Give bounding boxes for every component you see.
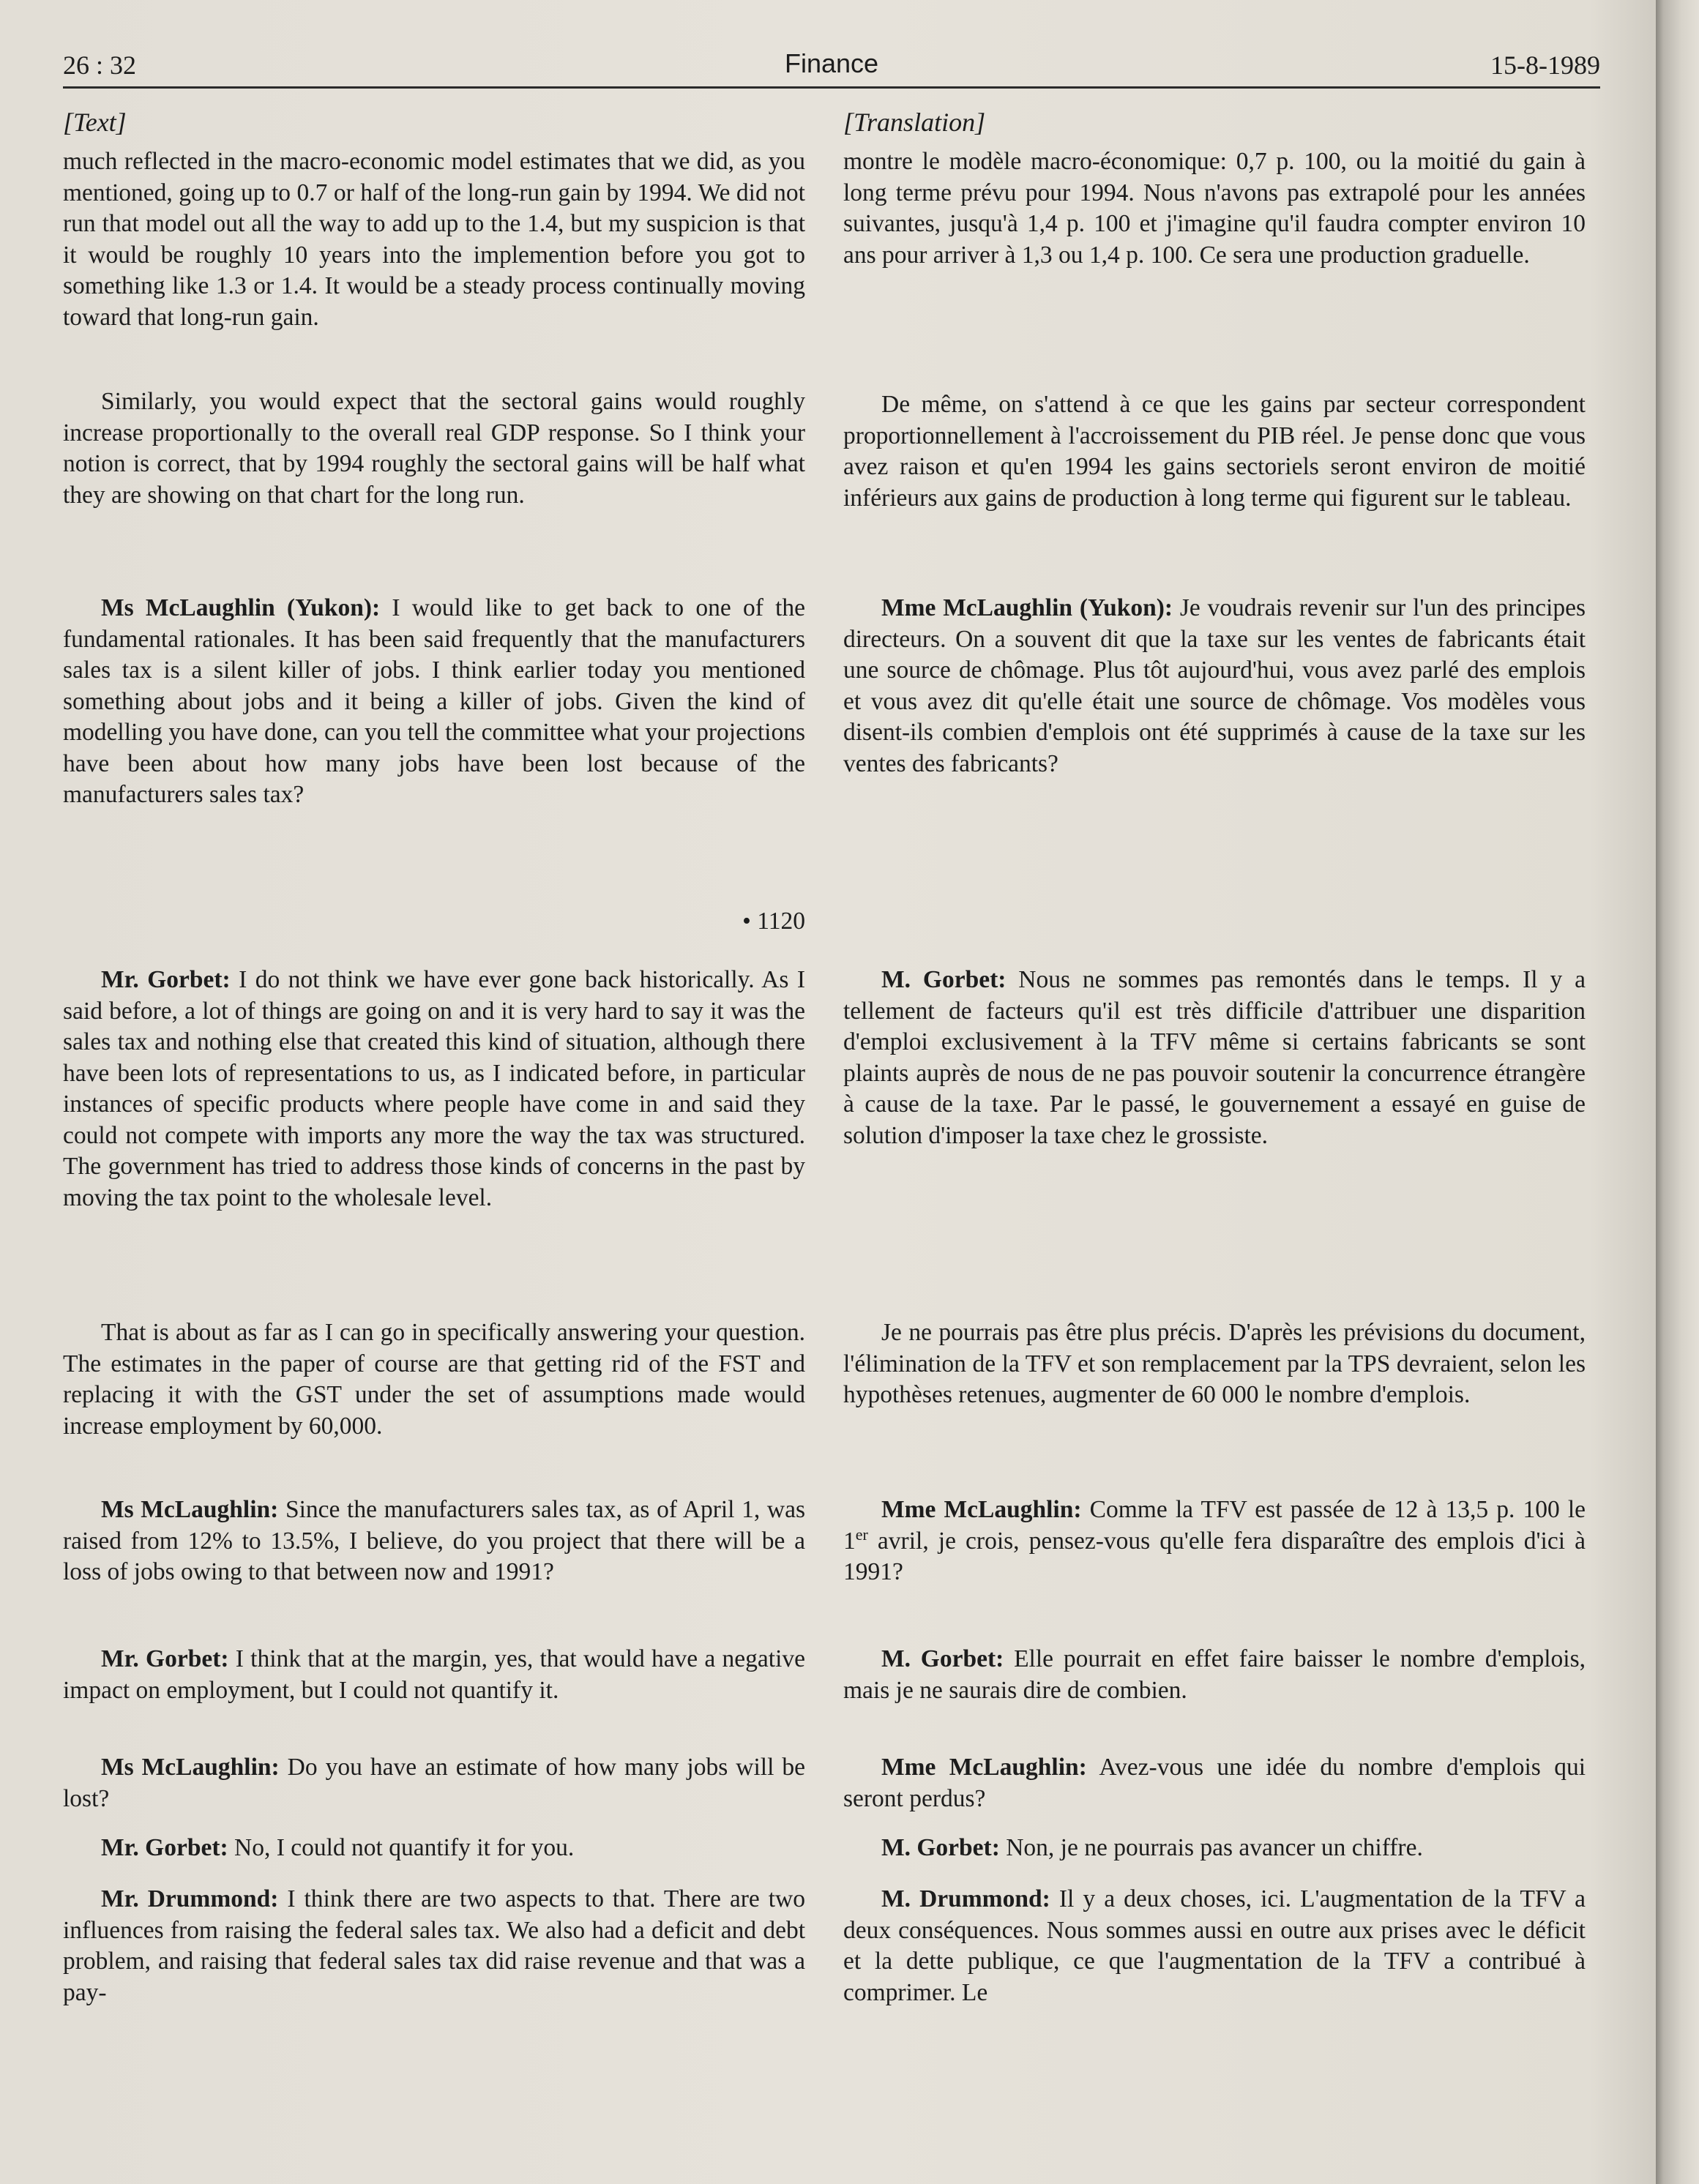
speaker-name: Mme McLaughlin: xyxy=(881,1754,1087,1781)
speaker-name: M. Drummond: xyxy=(881,1885,1050,1912)
paragraph: Mme McLaughlin: Avez-vous une idée du nombre d'emplois qui seront perdus? xyxy=(843,1754,1586,1812)
page-date: 15-8-1989 xyxy=(1490,51,1600,80)
page-header xyxy=(63,47,1600,89)
paragraph: Similarly, you would expect that the sectoral gains would roughly increase proportionally to the overall real GDP response. So I think your notion is correct, that by 1994 roughly the sectoral gains will be half what they are showing on that chart for the long run. xyxy=(63,388,805,509)
speaker-name: Mr. Gorbet: xyxy=(101,1645,229,1672)
speaker-name: Ms McLaughlin: xyxy=(101,1496,279,1523)
paragraph: Mr. Gorbet: I do not think we have ever gone back historically. As I said before, a lot of things are going on and it is very hard to say it was the sales tax and nothing else that created this kind of situation, although there have been lots of representations to us, as I indicated before, in particular instances of specific products where people have come in and said they could not compete with imports any more the way the tax was structured. The government has tried to address those kinds of concerns in the past by moving the tax point to the wholesale level. xyxy=(63,966,805,1211)
speaker-name: M. Gorbet: xyxy=(881,1834,1000,1861)
page-title: Finance xyxy=(784,48,879,78)
paragraph: Mme McLaughlin: Comme la TFV est passée de 12 à 13,5 p. 100 le 1er avril, je crois, pensez-vous qu'elle fera disparaître des emplois d'ici à 1991? xyxy=(843,1496,1586,1585)
paragraph: Mme McLaughlin (Yukon): Je voudrais revenir sur l'un des principes directeurs. On a souvent dit que la taxe sur les ventes de fabricants était une source de chômage. Plus tôt aujourd'hui, vous avez parlé des emplois et vous avez dit qu'elle était une source de chômage. Vos modèles vous disent-ils combien d'emplois ont été supprimés à cause de la taxe sur les ventes des fabricants? xyxy=(843,594,1586,777)
speaker-name: Mr. Gorbet: xyxy=(101,1834,228,1861)
page-number: 26 : 32 xyxy=(63,51,137,80)
paragraph: Ms McLaughlin: Do you have an estimate of how many jobs will be lost? xyxy=(63,1754,806,1812)
paragraph: Ms McLaughlin (Yukon): I would like to get back to one of the fundamental rationales. It has been said frequently that the manufacturers sales tax is a silent killer of jobs. I think earlier today you mentioned something about jobs and it being a killer of jobs. Given the kind of modelling you have done, can you tell the committee what your projections have been about how many jobs have been lost because of the manufacturers sales tax? xyxy=(63,594,805,808)
paragraph: M. Gorbet: Elle pourrait en effet faire baisser le nombre d'emplois, mais je ne saurais dire de combien. xyxy=(843,1645,1586,1704)
paragraph: Je ne pourrais pas être plus précis. D'après les prévisions du document, l'élimination de la TFV et son remplacement par la TPS devraient, selon les hypothèses retenues, augmenter de 60 000 le nombre d'emplois. xyxy=(843,1319,1586,1408)
paragraph: Mr. Gorbet: No, I could not quantify it for you. xyxy=(101,1834,575,1861)
page-binding-edge xyxy=(1656,0,1699,2184)
paragraph: M. Drummond: Il y a deux choses, ici. L'augmentation de la TFV a deux conséquences. Nous sommes aussi en outre aux prises avec le déficit et la dette publique, ce que l'augmentation de la TFV a contribué à comprimer. Le xyxy=(843,1885,1586,2006)
time-marker: • 1120 xyxy=(742,908,805,935)
paragraph: Ms McLaughlin: Since the manufacturers sales tax, as of April 1, was raised from 12% to 13.5%, I believe, do you project that there will be a loss of jobs owing to that between now and 1991? xyxy=(63,1496,805,1585)
speaker-name: Mme McLaughlin: xyxy=(881,1496,1082,1523)
column-label-text: [Text] xyxy=(63,108,127,137)
paragraph: montre le modèle macro-économique: 0,7 p. 100, ou la moitié du gain à long terme prévu pour 1994. Nous n'avons pas extrapolé pour les années suivantes, jusqu'à 1,4 p. 100 et j'imagine qu'il faudra compter environ 10 ans pour arriver à 1,3 ou 1,4 p. 100. Ce sera une production graduelle. xyxy=(843,148,1586,269)
paragraph: M. Gorbet: Nous ne sommes pas remontés dans le temps. Il y a tellement de facteurs qu'il est très difficile d'attribuer une disparition d'emploi exclusivement à la TFV même si certains fabricants se sont plaints auprès de nous de ne pas pouvoir soutenir la concurrence étrangère à cause de la taxe. Par le passé, le gouvernement a essayé en guise de solution d'imposer la taxe chez le grossiste. xyxy=(843,966,1586,1149)
paragraph: That is about as far as I can go in specifically answering your question. The estimates in the paper of course are that getting rid of the FST and replacing it with the GST under the set of assumptions made would increase employment by 60,000. xyxy=(63,1319,805,1440)
speaker-name: Mme McLaughlin (Yukon): xyxy=(881,594,1173,621)
paragraph: much reflected in the macro-economic model estimates that we did, as you mentioned, going up to 0.7 or half of the long-run gain by 1994. We did not run that model out all the way to add up to the 1.4, but my suspicion is that it would be roughly 10 years into the implemention before you got to something like 1.3 or 1.4. It would be a steady process continually moving toward that long-run gain. xyxy=(63,148,805,331)
paragraph: De même, on s'attend à ce que les gains par secteur correspondent proportionnellement à l'accroissement du PIB réel. Je pense donc que vous avez raison et qu'en 1994 les gains sectoriels seront environ de moitié inférieurs aux gains de production à long terme qui figurent sur le tableau. xyxy=(843,391,1586,512)
column-label-translation: [Translation] xyxy=(843,108,986,137)
speaker-name: M. Gorbet: xyxy=(881,966,1007,993)
paragraph: Mr. Drummond: I think there are two aspects to that. There are two influences from raising the federal sales tax. We also had a deficit and debt problem, and raising that federal sales tax did raise revenue and that was a pay- xyxy=(63,1885,805,2006)
speaker-name: Ms McLaughlin: xyxy=(101,1754,280,1781)
speaker-name: Ms McLaughlin (Yukon): xyxy=(101,594,381,621)
paragraph: M. Gorbet: Non, je ne pourrais pas avancer un chiffre. xyxy=(881,1834,1423,1861)
speaker-name: Mr. Drummond: xyxy=(101,1885,279,1912)
paragraph: Mr. Gorbet: I think that at the margin, yes, that would have a negative impact on employment, but I could not quantify it. xyxy=(63,1645,805,1704)
speaker-name: Mr. Gorbet: xyxy=(101,966,231,993)
speaker-name: M. Gorbet: xyxy=(881,1645,1004,1672)
